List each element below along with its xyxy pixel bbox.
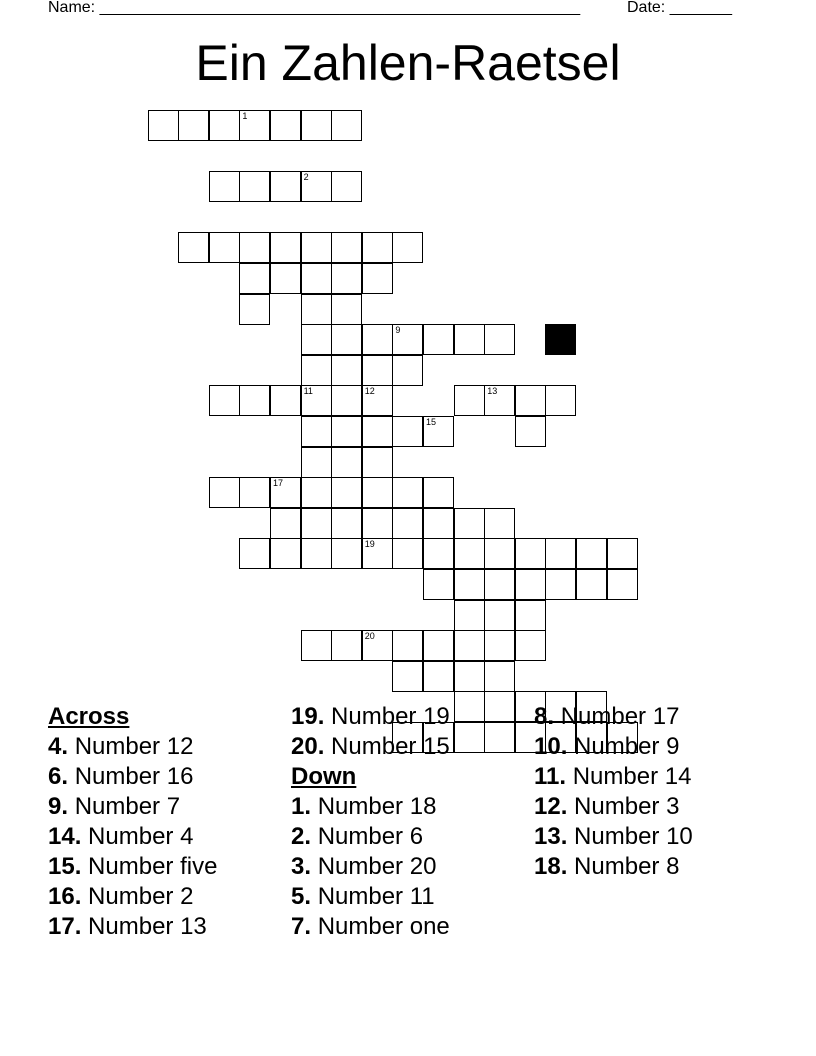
across-clue (48, 852, 217, 882)
grid-cell[interactable] (331, 538, 362, 569)
grid-cell[interactable] (362, 447, 393, 478)
grid-cell[interactable] (270, 232, 301, 263)
clue-number: 11. (534, 763, 567, 790)
grid-cell[interactable] (454, 661, 485, 692)
grid-cell[interactable] (484, 630, 515, 661)
grid-cell[interactable] (301, 447, 332, 478)
grid-cell[interactable] (392, 661, 423, 692)
clue-number: 3. (291, 853, 312, 880)
clue-text: Number 16 (74, 763, 194, 790)
clue-number-label: 17 (273, 478, 284, 489)
grid-cell[interactable] (515, 600, 546, 631)
grid-cell[interactable] (362, 630, 393, 661)
clue-number-label: 9 (395, 325, 401, 336)
grid-cell[interactable] (270, 508, 301, 539)
grid-cell[interactable] (270, 385, 301, 416)
down-clue (291, 792, 450, 822)
clue-text: Number 12 (74, 733, 194, 760)
clue-number: 18. (534, 853, 568, 880)
down-clue (534, 732, 693, 762)
clue-number: 1. (291, 793, 312, 820)
grid-cell[interactable] (515, 416, 546, 447)
grid-cell[interactable] (239, 232, 270, 263)
down-clue (534, 822, 693, 852)
grid-cell[interactable] (331, 630, 362, 661)
clue-text: Number 6 (317, 823, 424, 850)
grid-cell[interactable] (209, 110, 240, 141)
clue-number: 7. (291, 913, 312, 940)
grid-cell[interactable] (331, 416, 362, 447)
clue-text: Number 4 (88, 823, 194, 850)
grid-cell[interactable] (484, 722, 515, 753)
grid-cell[interactable] (331, 110, 362, 141)
grid-cell[interactable] (301, 324, 332, 355)
clue-text: Number 10 (574, 823, 693, 850)
clue-column-2 (291, 702, 450, 942)
grid-cell[interactable] (392, 232, 423, 263)
clue-text: Number 2 (88, 883, 194, 910)
across-clue (291, 732, 450, 762)
grid-cell[interactable] (362, 263, 393, 294)
clue-number-label: 15 (426, 417, 437, 427)
grid-cell[interactable] (484, 569, 515, 600)
grid-cell[interactable] (454, 385, 485, 416)
grid-cell[interactable] (301, 232, 332, 263)
across-heading: Across (48, 703, 130, 730)
grid-cell[interactable] (301, 171, 332, 202)
clue-number: 6. (48, 763, 69, 790)
down-clue (291, 822, 450, 852)
down-heading: Down (291, 763, 357, 790)
down-clue (291, 912, 450, 942)
grid-cell[interactable] (270, 538, 301, 569)
grid-cell[interactable] (484, 538, 515, 569)
clue-number: 16. (48, 883, 82, 910)
grid-cell[interactable] (515, 538, 546, 569)
grid-cell[interactable] (362, 538, 393, 569)
grid-cell[interactable] (301, 477, 332, 508)
grid-cell[interactable] (545, 538, 576, 569)
clue-number: 4. (48, 733, 69, 760)
grid-cell[interactable] (331, 294, 362, 325)
grid-cell[interactable] (301, 508, 332, 539)
grid-cell[interactable] (423, 569, 454, 600)
grid-cell[interactable] (607, 569, 638, 600)
grid-cell[interactable] (362, 416, 393, 447)
grid-cell[interactable] (301, 385, 332, 416)
grid-cell[interactable] (301, 263, 332, 294)
grid-cell[interactable] (484, 324, 515, 355)
grid-cell[interactable] (484, 600, 515, 631)
across-clue (48, 822, 217, 852)
across-clue (48, 912, 217, 942)
clue-column-3 (534, 702, 693, 882)
grid-cell[interactable] (362, 385, 393, 416)
across-clue (48, 882, 217, 912)
grid-cell[interactable] (239, 294, 270, 325)
clue-column-1 (48, 702, 217, 942)
clue-number-label: 13 (487, 386, 498, 397)
grid-cell[interactable] (301, 110, 332, 141)
grid-cell[interactable] (239, 110, 270, 141)
grid-cell[interactable] (209, 385, 240, 416)
clue-number: 15. (48, 853, 82, 880)
clue-number: 8. (534, 703, 555, 730)
grid-cell[interactable] (454, 722, 485, 753)
clue-number-label: 11 (303, 386, 313, 397)
grid-cell[interactable] (454, 538, 485, 569)
grid-cell[interactable] (239, 538, 270, 569)
clue-number: 19. (291, 703, 325, 730)
clue-text: Number five (88, 853, 218, 880)
grid-cell[interactable] (454, 569, 485, 600)
grid-cell[interactable] (454, 324, 485, 355)
grid-cell[interactable] (331, 171, 362, 202)
clue-number: 2. (291, 823, 312, 850)
grid-cell[interactable] (362, 508, 393, 539)
grid-cell[interactable] (331, 508, 362, 539)
grid-cell[interactable] (392, 630, 423, 661)
grid-cell[interactable] (484, 661, 515, 692)
clue-number-label: 12 (364, 386, 375, 397)
clue-text: Number 20 (317, 853, 437, 880)
grid-cell[interactable] (362, 324, 393, 355)
grid-cell[interactable] (423, 324, 454, 355)
clue-text: Number 3 (574, 793, 680, 820)
clue-text: Number 15 (331, 733, 450, 760)
grid-cell[interactable] (362, 477, 393, 508)
across-clue (48, 762, 217, 792)
clue-text: Number 7 (74, 793, 181, 820)
puzzle-title: Ein Zahlen-Raetsel (195, 35, 621, 91)
grid-cell[interactable] (331, 355, 362, 386)
across-clue (48, 792, 217, 822)
grid-cell[interactable] (301, 294, 332, 325)
clue-text: Number 11 (317, 883, 435, 910)
grid-cell[interactable] (576, 569, 607, 600)
grid-cell[interactable] (209, 232, 240, 263)
grid-cell[interactable] (423, 416, 454, 447)
grid-cell[interactable] (239, 477, 270, 508)
clue-text: Number 8 (574, 853, 680, 880)
clue-number-label: 2 (303, 172, 309, 183)
grid-block (545, 324, 576, 355)
clue-text: Number 9 (574, 733, 680, 760)
grid-cell[interactable] (270, 110, 301, 141)
grid-cell[interactable] (392, 477, 423, 508)
grid-cell[interactable] (392, 324, 423, 355)
clue-text: Number 19 (331, 703, 450, 730)
name-field[interactable]: Name: ______________________________________________________ (48, 0, 581, 16)
down-clue (534, 792, 693, 822)
clue-number: 17. (48, 913, 82, 940)
grid-cell[interactable] (301, 355, 332, 386)
clue-number-label: 20 (364, 631, 375, 642)
down-clue (291, 852, 450, 882)
grid-cell[interactable] (270, 477, 301, 508)
clue-text: Number one (317, 913, 450, 940)
across-clue (48, 732, 217, 762)
clue-number: 12. (534, 793, 568, 820)
grid-cell[interactable] (454, 691, 485, 722)
grid-cell[interactable] (423, 630, 454, 661)
grid-cell[interactable] (515, 630, 546, 661)
grid-cell[interactable] (392, 355, 423, 386)
down-clue (534, 852, 693, 882)
clue-number: 5. (291, 883, 312, 910)
clue-text: Number 14 (572, 763, 692, 790)
clue-text: Number 17 (560, 703, 680, 730)
clue-number-label: 19 (364, 539, 375, 550)
clue-number: 13. (534, 823, 568, 850)
clue-number: 20. (291, 733, 325, 760)
grid-cell[interactable] (209, 477, 240, 508)
grid-cell[interactable] (331, 324, 362, 355)
grid-cell[interactable] (392, 416, 423, 447)
grid-cell[interactable] (331, 232, 362, 263)
grid-cell[interactable] (331, 447, 362, 478)
grid-cell[interactable] (270, 171, 301, 202)
grid-cell[interactable] (607, 538, 638, 569)
grid-cell[interactable] (148, 110, 179, 141)
grid-cell[interactable] (454, 600, 485, 631)
grid-cell[interactable] (576, 538, 607, 569)
down-clue (291, 882, 450, 912)
grid-cell[interactable] (362, 232, 393, 263)
clue-number: 10. (534, 733, 568, 760)
grid-cell[interactable] (209, 171, 240, 202)
grid-cell[interactable] (178, 110, 209, 141)
clue-number: 14. (48, 823, 82, 850)
grid-cell[interactable] (545, 569, 576, 600)
grid-cell[interactable] (392, 508, 423, 539)
grid-cell[interactable] (423, 477, 454, 508)
clue-text: Number 13 (88, 913, 207, 940)
grid-cell[interactable] (239, 385, 270, 416)
clue-number-label: 1 (242, 111, 248, 121)
grid-cell[interactable] (484, 508, 515, 539)
grid-cell[interactable] (301, 538, 332, 569)
grid-cell[interactable] (331, 263, 362, 294)
grid-cell[interactable] (515, 385, 546, 416)
grid-cell[interactable] (239, 171, 270, 202)
grid-cell[interactable] (545, 385, 576, 416)
grid-cell[interactable] (270, 263, 301, 294)
grid-cell[interactable] (392, 538, 423, 569)
grid-cell[interactable] (362, 355, 393, 386)
grid-cell[interactable] (454, 508, 485, 539)
across-clue (291, 702, 450, 732)
grid-cell[interactable] (484, 385, 515, 416)
grid-cell[interactable] (331, 385, 362, 416)
down-clue (534, 762, 693, 792)
grid-cell[interactable] (178, 232, 209, 263)
grid-cell[interactable] (484, 691, 515, 722)
grid-cell[interactable] (423, 538, 454, 569)
grid-cell[interactable] (239, 263, 270, 294)
grid-cell[interactable] (301, 630, 332, 661)
down-clue (534, 702, 693, 732)
grid-cell[interactable] (454, 630, 485, 661)
date-field[interactable]: Date: _______ (627, 0, 732, 16)
clue-text: Number 18 (317, 793, 437, 820)
grid-cell[interactable] (423, 508, 454, 539)
grid-cell[interactable] (301, 416, 332, 447)
grid-cell[interactable] (423, 661, 454, 692)
grid-cell[interactable] (331, 477, 362, 508)
clue-number: 9. (48, 793, 69, 820)
grid-cell[interactable] (515, 569, 546, 600)
